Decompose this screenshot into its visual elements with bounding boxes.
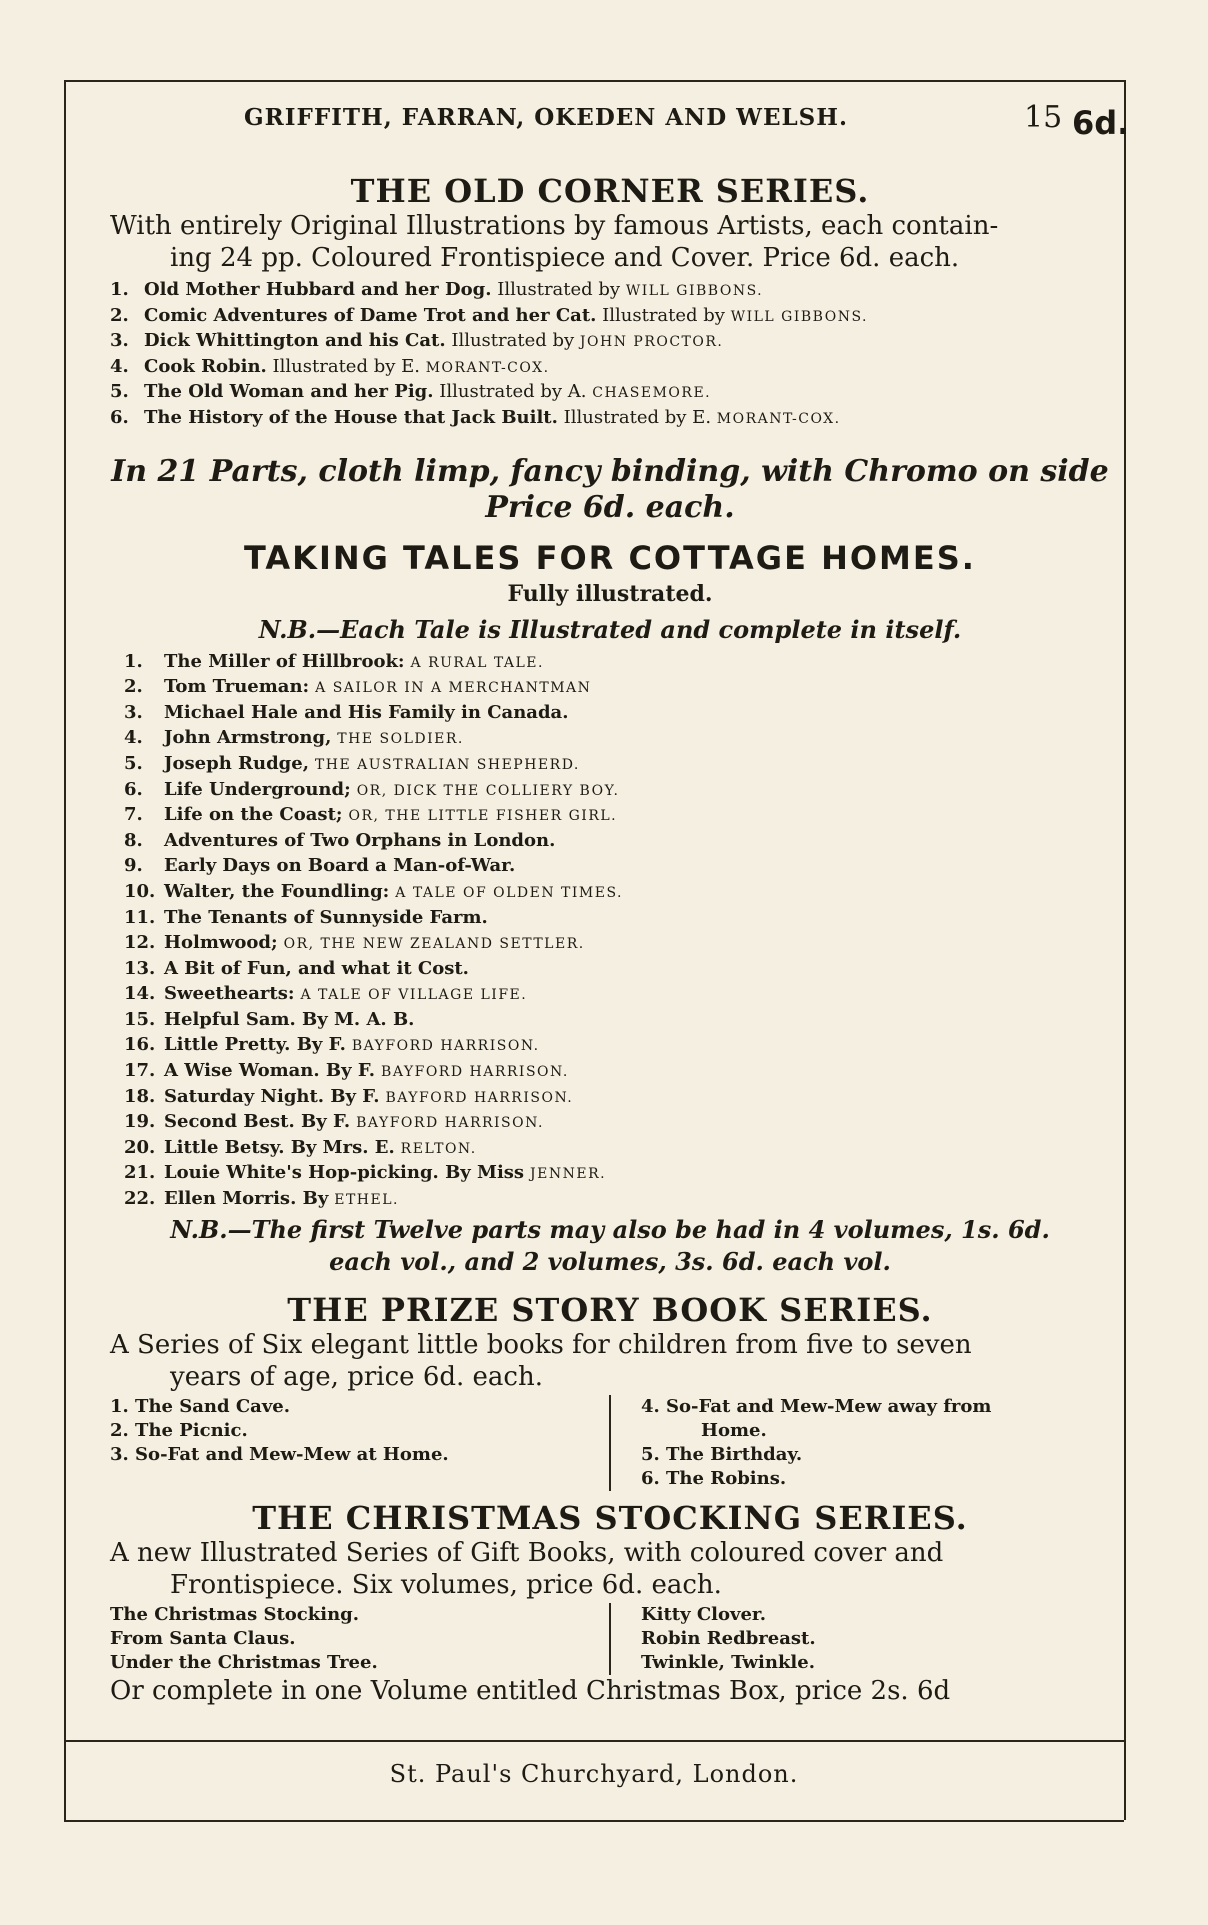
christmas-right-column (611, 1603, 1110, 1675)
taking-tales-item: 7. Life on the Coast; OR, THE LITTLE FISHER GIRL. (124, 804, 618, 826)
taking-tales-note2-1: N.B.—The first Twelve parts may also be had in 4 volumes, 1s. 6d. (170, 1214, 1050, 1244)
taking-tales-item: 4. John Armstrong, THE SOLDIER. (124, 727, 464, 749)
christmas-columns (110, 1603, 1110, 1675)
old-corner-item: 1. Old Mother Hubbard and her Dog. Illustrated by WILL GIBBONS. (110, 279, 764, 300)
footer-rule (64, 1820, 1124, 1822)
prize-story-item: 6. The Robins. (640, 1467, 787, 1489)
old-corner-list (110, 278, 1110, 432)
taking-tales-item: 11. The Tenants of Sunnyside Farm. (124, 906, 488, 928)
prize-story-item: 4. So-Fat and Mew-Mew away from (640, 1395, 992, 1417)
taking-tales-item: 20. Little Betsy. By Mrs. E. RELTON. (124, 1136, 477, 1158)
taking-tales-item: 19. Second Best. By F. BAYFORD HARRISON. (124, 1111, 544, 1133)
taking-tales-item: 10. Walter, the Foundling: A TALE OF OLDEN TIMES. (124, 880, 623, 902)
prize-story-columns (110, 1395, 1110, 1491)
side-price: 6d. (1072, 104, 1130, 142)
christmas-left-column (110, 1603, 611, 1675)
taking-tales-item: 14. Sweethearts: A TALE OF VILLAGE LIFE. (124, 983, 528, 1005)
left-rule (64, 80, 66, 1820)
taking-tales-intro-1: In 21 Parts, cloth limp, fancy binding, with Chromo on side (111, 453, 1109, 489)
old-corner-item: 3. Dick Whittington and his Cat. Illustrated by JOHN PROCTOR. (110, 330, 724, 352)
taking-tales-item: 17. A Wise Woman. By F. BAYFORD HARRISON. (124, 1060, 569, 1082)
christmas-item: Robin Redbreast. (640, 1627, 816, 1649)
prize-story-item: 3. So-Fat and Mew-Mew at Home. (110, 1443, 449, 1465)
taking-tales-item: 21. Louie White's Hop-picking. By Miss JENNER. (124, 1162, 607, 1184)
old-corner-description-1: With entirely Original Illustrations by famous Artists, each contain- (110, 211, 999, 241)
publisher-address: St. Paul's Churchyard, London. (389, 1760, 799, 1788)
prize-story-title: THE PRIZE STORY BOOK SERIES. (287, 1290, 933, 1329)
old-corner-item: 4. Cook Robin. Illustrated by E. MORANT-COX. (110, 355, 550, 377)
prize-story-item: 2. The Picnic. (110, 1419, 248, 1441)
taking-tales-item: 2. Tom Trueman: A SAILOR IN A MERCHANTMAN (124, 676, 592, 698)
old-corner-title: THE OLD CORNER SERIES. (350, 172, 870, 210)
page-content (110, 172, 1110, 1707)
christmas-item: The Christmas Stocking. (110, 1603, 360, 1625)
prize-story-item: Home. (700, 1419, 767, 1441)
taking-tales-intro-2: Price 6d. each. (485, 489, 735, 525)
prize-story-left-column (110, 1395, 611, 1491)
taking-tales-note2-2: each vol., and 2 volumes, 3s. 6d. each vol. (329, 1246, 891, 1276)
taking-tales-list (124, 650, 1110, 1213)
prize-story-description-2: years of age, price 6d. each. (170, 1361, 543, 1392)
prize-story-right-column (611, 1395, 1110, 1491)
top-rule (64, 80, 1124, 82)
christmas-item: From Santa Claus. (110, 1627, 296, 1649)
catalogue-page (64, 80, 1124, 1820)
taking-tales-item: 18. Saturday Night. By F. BAYFORD HARRISON. (124, 1085, 574, 1107)
taking-tales-item: 15. Helpful Sam. By M. A. B. (124, 1008, 415, 1030)
taking-tales-item: 1. The Miller of Hillbrook: A RURAL TALE. (124, 650, 544, 672)
taking-tales-note: N.B.—Each Tale is Illustrated and complete in itself. (258, 614, 962, 644)
christmas-complete-line: Or complete in one Volume entitled Christmas Box, price 2s. 6d (110, 1675, 951, 1706)
prize-story-item: 1. The Sand Cave. (110, 1395, 291, 1417)
taking-tales-item: 8. Adventures of Two Orphans in London. (124, 829, 556, 851)
taking-tales-item: 3. Michael Hale and His Family in Canada. (124, 701, 569, 723)
taking-tales-title: TAKING TALES FOR COTTAGE HOMES. (244, 538, 976, 577)
taking-tales-item: 5. Joseph Rudge, THE AUSTRALIAN SHEPHERD. (124, 752, 580, 774)
old-corner-item: 2. Comic Adventures of Dame Trot and her Cat. Illustrated by WILL GIBBONS. (110, 304, 868, 326)
taking-tales-subtitle: Fully illustrated. (507, 580, 713, 607)
taking-tales-item: 13. A Bit of Fun, and what it Cost. (124, 957, 469, 979)
prize-story-item: 5. The Birthday. (640, 1443, 803, 1465)
christmas-description-1: A new Illustrated Series of Gift Books, with coloured cover and (110, 1537, 944, 1568)
taking-tales-item: 12. Holmwood; OR, THE NEW ZEALAND SETTLER. (124, 932, 585, 954)
page-number: 15 (1024, 100, 1063, 135)
taking-tales-item: 16. Little Pretty. By F. BAYFORD HARRISON. (124, 1034, 540, 1056)
christmas-title: THE CHRISTMAS STOCKING SERIES. (252, 1498, 968, 1537)
bottom-rule (64, 1740, 1124, 1742)
old-corner-item: 5. The Old Woman and her Pig. Illustrated by A. CHASEMORE. (110, 381, 712, 403)
old-corner-description-2: ing 24 pp. Coloured Frontispiece and Cover. Price 6d. each. (170, 243, 960, 273)
old-corner-item: 6. The History of the House that Jack Built. Illustrated by E. MORANT-COX. (110, 406, 841, 428)
taking-tales-item: 6. Life Underground; OR, DICK THE COLLIERY BOY. (124, 778, 620, 800)
christmas-description-2: Frontispiece. Six volumes, price 6d. each. (170, 1569, 722, 1600)
prize-story-description-1: A Series of Six elegant little books for children from five to seven (110, 1329, 972, 1360)
christmas-item: Twinkle, Twinkle. (640, 1651, 815, 1673)
running-title: GRIFFITH, FARRAN, OKEDEN AND WELSH. (244, 104, 849, 131)
taking-tales-item: 22. Ellen Morris. By ETHEL. (124, 1188, 399, 1210)
christmas-item: Under the Christmas Tree. (110, 1651, 378, 1673)
christmas-item: Kitty Clover. (640, 1603, 766, 1625)
right-rule (1124, 80, 1126, 1820)
taking-tales-item: 9. Early Days on Board a Man-of-War. (124, 855, 516, 877)
